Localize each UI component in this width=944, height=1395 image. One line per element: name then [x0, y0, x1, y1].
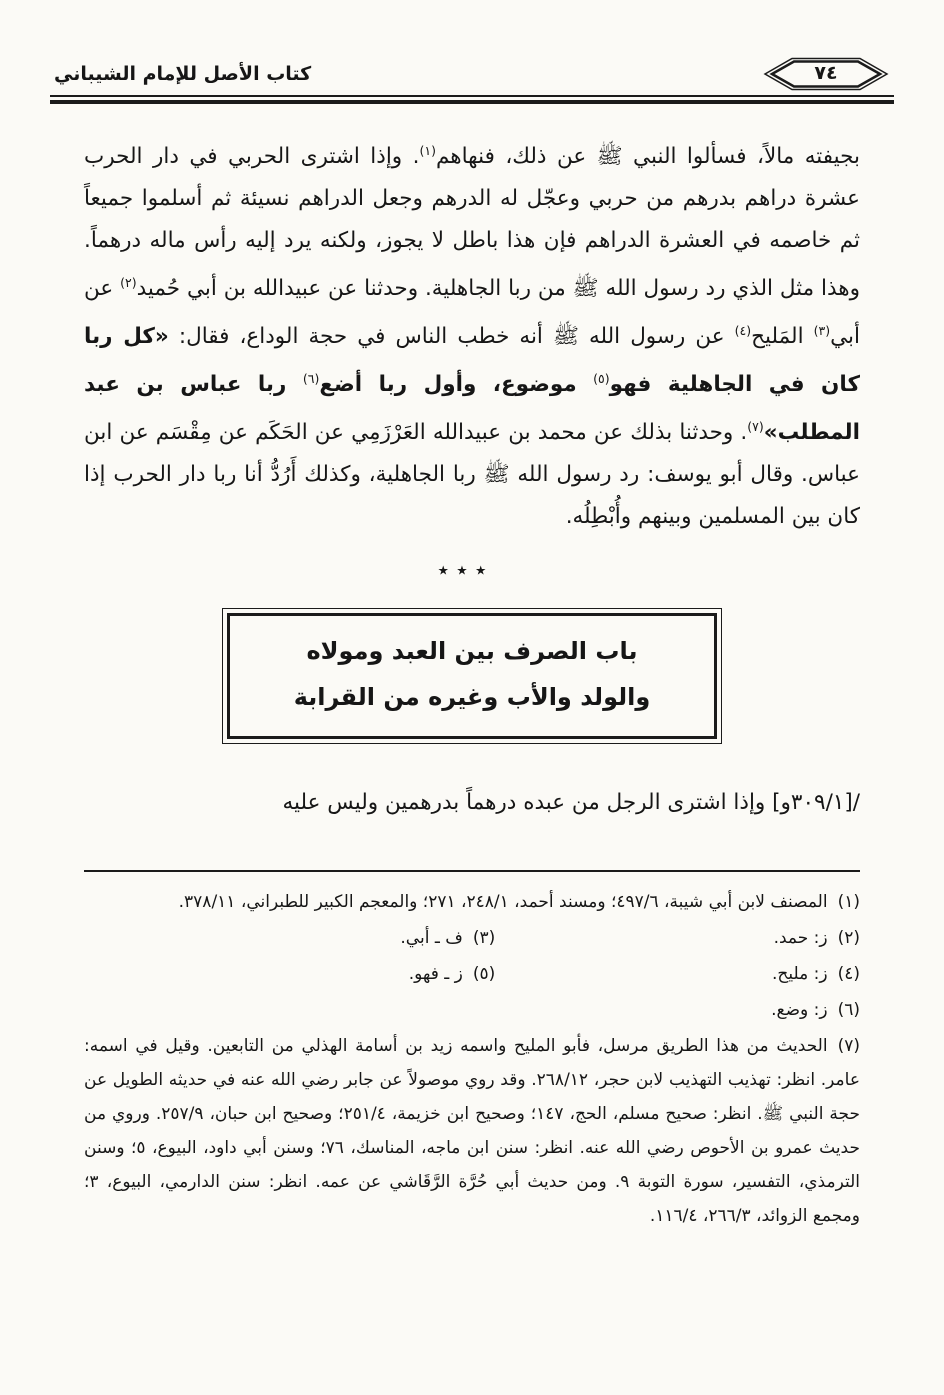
hadith-bold-text: موضوع، وأول ربا أضع: [319, 372, 594, 397]
footnote-ref-2: (٢): [120, 275, 137, 290]
page-header: [50, 56, 894, 92]
footnote-number: (٦): [837, 1000, 860, 1020]
footnote-item-6: [84, 993, 860, 1027]
footnote-text: ز: حمد.: [773, 928, 828, 948]
footnote-ref-4: (٤): [734, 323, 752, 338]
footnote-row: [84, 993, 860, 1027]
footnote-text: ز: مليح.: [771, 964, 828, 984]
text-run: المَليح: [751, 324, 814, 349]
footnote-row: [84, 957, 860, 991]
footnote-item-5: [409, 957, 496, 991]
chapter-title-line-2: والولد والأب وغيره من القرابة: [293, 683, 651, 711]
footnote-text: ز: وضع.: [771, 1000, 828, 1020]
footnotes-separator: [84, 870, 860, 872]
footnote-number: (٥): [472, 964, 496, 984]
footnote-item-4: [495, 957, 860, 991]
text-run: . وإذا اشترى الحربي في دار الحرب عشرة دراهم بدرهم من حربي وعجّل له الدرهم وجعل الدراهم نسيئة ثم أسلموا جميعاً ثم خاصمه في العشرة الدراهم فإن هذا باطل لا يجوز، ولكنه يرد إليه رأس ماله درهماً. وهذا مثل الذي رد رسول الله ﷺ من ربا الجاهلية. وحدثنا عن عبيدالله بن أبي حُميد: [84, 144, 861, 301]
footnote-ref-5: (٥): [593, 371, 610, 386]
footnote-row: [84, 885, 860, 919]
footnote-text: الحديث من هذا الطريق مرسل، فأبو المليح واسمه زيد بن أسامة الهذلي من التابعين. وقيل في اسمه: عامر. انظر: تهذيب التهذيب لابن حجر، ٢٦٨/١٢. وقد روي موصولاً عن جابر رضي الله عنه في حديثه الطويل عن حجة النبي ﷺ. انظر: صحيح مسلم، الحج، ١٤٧؛ وصحيح ابن خزيمة، ٢٥١/٤؛ وصحيح ابن حبان، ٢٥٧/٩. وروي من حديث عمرو بن الأحوص رضي الله عنه. انظر: سنن ابن ماجه، المناسك، ٧٦؛ وسنن أبي داود، البيوع، ٥؛ وسنن الترمذي، التفسير، سورة التوبة ٩. ومن حديث أبي حُرَّة الرَّقَاشي عن عمه. انظر: سنن الدارمي، البيوع، ٣؛ ومجمع الزوائد، ٢٦٦/٣، ١١٦/٤.: [84, 1036, 860, 1226]
hadith-bold-text: «كل ربا كان في الجاهلية فهو: [84, 324, 860, 397]
footnote-number: (٣): [472, 928, 496, 948]
page-number-badge: [762, 56, 890, 92]
footnote-number: (١): [837, 892, 860, 912]
footnotes-section: [84, 885, 860, 1233]
footnote-text: المصنف لابن أبي شيبة، ٤٩٧/٦؛ ومسند أحمد، ٢٤٨/١، ٢٧١؛ والمعجم الكبير للطبراني، ٣٧٨/١١.: [178, 892, 828, 912]
text-run: عن أبي: [84, 276, 860, 349]
footnote-text: ز ـ فهو.: [408, 964, 463, 984]
folio-paragraph: /[٣٠٩/١و] وإذا اشترى الرجل من عبده درهماً بدرهمين وليس عليه: [282, 790, 860, 815]
footnote-ref-7: (٧): [747, 419, 764, 434]
chapter-title-box-inner: [227, 613, 717, 739]
text-run: عن رسول الله ﷺ أنه خطب الناس في حجة الوداع، فقال:: [168, 324, 735, 349]
main-text-paragraph: [84, 130, 860, 538]
hadith-bold-text: ربا عباس بن عبد المطلب»: [84, 372, 860, 445]
footnote-row: [84, 1029, 860, 1233]
page-number: ٧٤: [814, 62, 838, 84]
footnote-item-7: [84, 1029, 860, 1233]
text-run: . وحدثنا بذلك عن محمد بن عبيدالله العَرْزَمِي عن الحَكَم عن مِقْسَم عن ابن عباس. وقال أبو يوسف: رد رسول الله ﷺ ربا الجاهلية، وكذلك أَرُدُّ أنا ربا دار الحرب إذا كان بين المسلمين وبينهم وأُبْطِلُه.: [84, 420, 860, 529]
page-content: [50, 130, 894, 1233]
header-rule: [50, 95, 894, 104]
footnote-ref-3: (٣): [813, 323, 831, 338]
footnote-item-3: [400, 921, 495, 955]
book-title: كتاب الأصل للإمام الشيباني: [54, 63, 312, 85]
text-run: بجيفته مالاً، فسألوا النبي ﷺ عن ذلك، فنهاهم: [435, 144, 860, 169]
footnote-item-2: [495, 921, 860, 955]
footnote-number: (٤): [837, 964, 860, 984]
footnote-ref-1: (١): [419, 143, 436, 158]
section-ornament: ٭ ٭ ٭: [437, 558, 487, 582]
footnote-number: (٧): [837, 1036, 860, 1056]
chapter-title-line-1: باب الصرف بين العبد ومولاه: [306, 637, 638, 665]
footnote-row: [84, 921, 860, 955]
footnote-number: (٢): [837, 928, 860, 948]
footnote-ref-6: (٦): [302, 371, 320, 386]
footnote-item-1: [84, 885, 860, 919]
chapter-title-box: [222, 608, 722, 744]
footnote-text: ف ـ أبي.: [400, 928, 463, 948]
